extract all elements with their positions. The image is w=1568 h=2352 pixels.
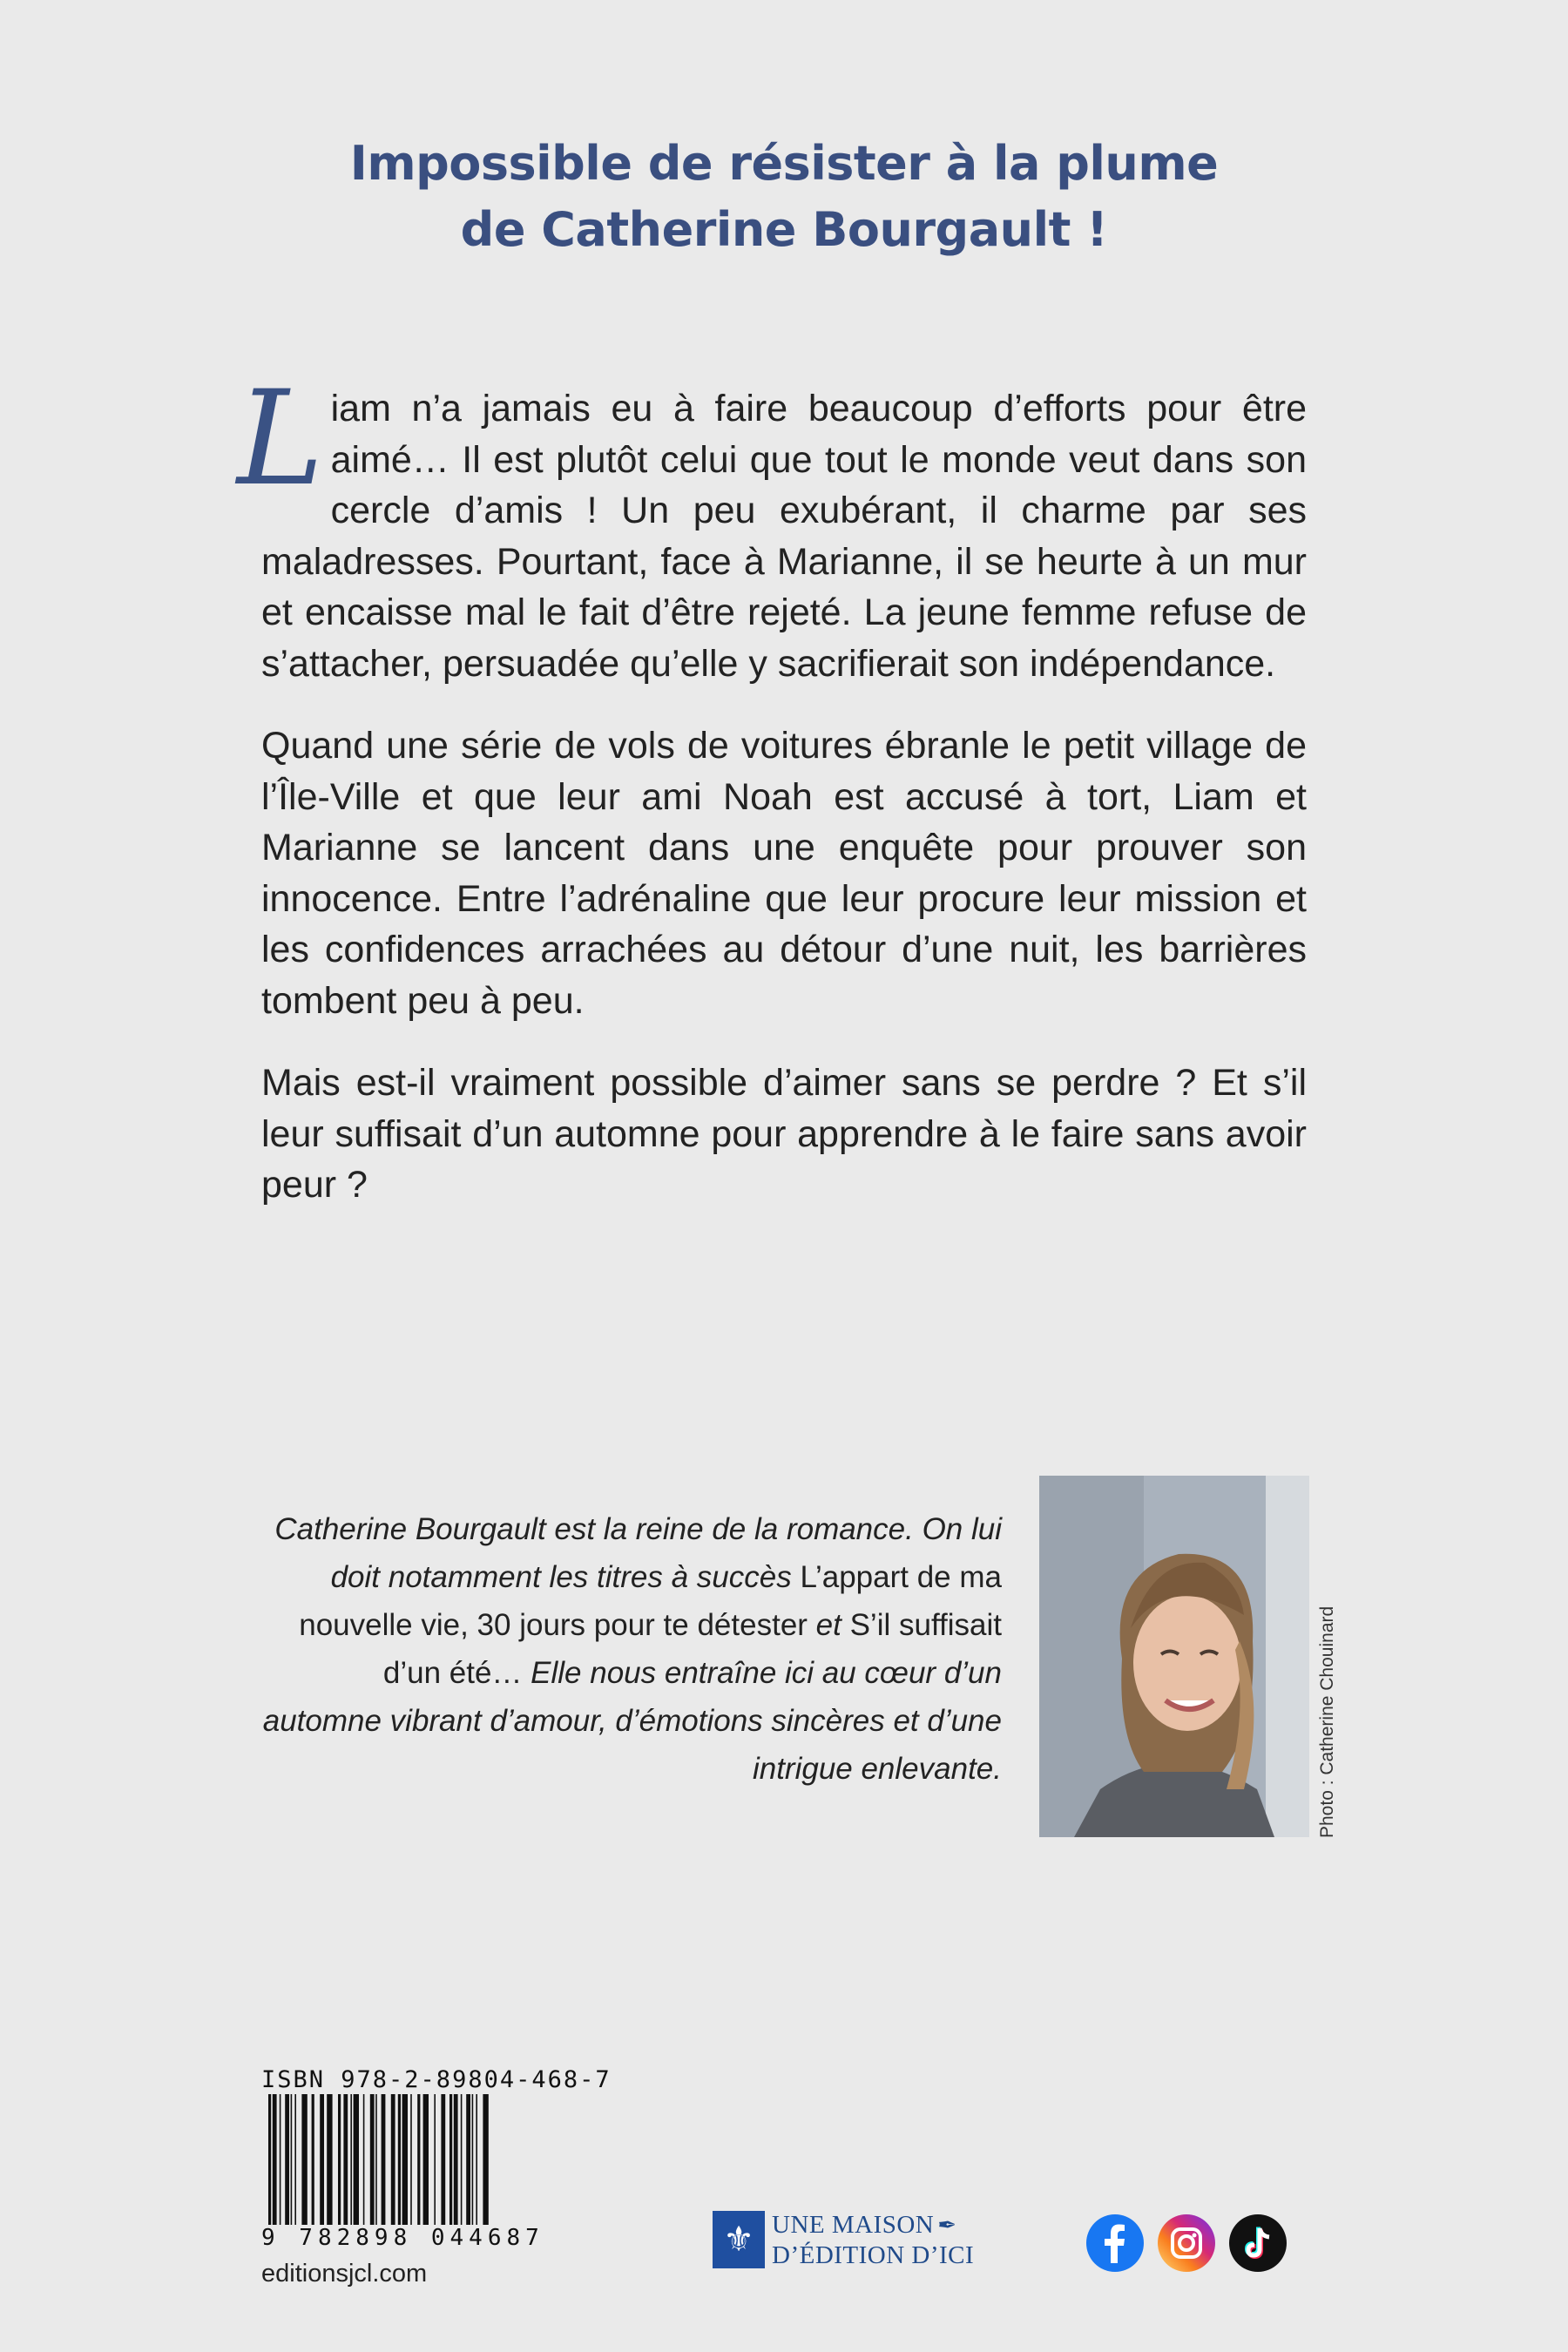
pen-nib-icon: ✒ xyxy=(937,2212,957,2238)
barcode-digits: 9 782898 044687 xyxy=(261,2225,544,2251)
barcode-bar xyxy=(466,2094,470,2234)
barcode-bar xyxy=(350,2094,352,2234)
barcode-bar xyxy=(461,2094,463,2234)
book-blurb xyxy=(237,363,1307,1242)
blurb-paragraph-3: Mais est-il vraiment possible d’aimer sans se perdre ? Et s’il leur suffisait d’un automne pour apprendre à le faire sans avoir peur ? xyxy=(261,1062,1307,1206)
barcode-bar xyxy=(285,2094,289,2234)
blurb-paragraph-1-text: iam n’a jamais eu à faire beaucoup d’efforts pour être aimé… Il est plutôt celui que tout le monde veut dans son cercle d’amis ! Un peu exubérant, il charme par ses maladresses. Pourtant, face à Marianne, il se heurte à un mur et encaisse mal le fait d’être rejeté. La jeune femme refuse de s’attacher, persuadée qu’elle y sacrifierait son indépendance. xyxy=(261,388,1307,685)
barcode-bar xyxy=(273,2094,277,2234)
barcode-bar xyxy=(268,2094,271,2234)
publisher-line-2: D’ÉDITION D’ICI xyxy=(772,2240,975,2269)
publisher-text xyxy=(772,2210,974,2270)
author-bio xyxy=(261,1505,1002,1793)
author-portrait-icon xyxy=(1039,1476,1309,1837)
fleur-de-lis-icon: ⚜ xyxy=(713,2211,765,2268)
barcode-bar xyxy=(454,2094,458,2234)
barcode-bar xyxy=(327,2094,332,2234)
publisher-logo xyxy=(713,2210,974,2269)
photo-credit: Photo : Catherine Chouinard xyxy=(1317,1605,1337,1838)
barcode-bar xyxy=(391,2094,395,2234)
barcode-bar xyxy=(354,2094,359,2234)
bio-text-3: Elle nous entraîne ici au cœur d’un automne vibrant d’amour, d’émotions sincères et d’une intrigue enlevante. xyxy=(262,1656,1002,1786)
cover-headline xyxy=(174,131,1394,263)
blurb-paragraph-1 xyxy=(237,363,1307,689)
barcode-bar xyxy=(417,2094,420,2234)
barcode-bar xyxy=(441,2094,445,2234)
tiktok-icon[interactable] xyxy=(1229,2214,1287,2272)
isbn-label: ISBN 978-2-89804-468-7 xyxy=(261,2066,612,2093)
barcode-bar xyxy=(476,2094,477,2234)
barcode-bar xyxy=(382,2094,386,2234)
barcode-bar xyxy=(449,2094,452,2234)
headline-line-1: Impossible de résister à la plume xyxy=(349,136,1219,191)
barcode-bar xyxy=(402,2094,408,2234)
bio-text-1: Catherine Bourgault est la reine de la romance. On lui doit notamment les titres à succès xyxy=(274,1512,1002,1594)
barcode-bar xyxy=(280,2094,281,2234)
barcode-bar xyxy=(398,2094,401,2234)
publisher-website[interactable]: editionsjcl.com xyxy=(261,2260,428,2288)
bio-book-title-2: S’il suffisait d’un été… xyxy=(382,1608,1002,1690)
barcode-bar xyxy=(343,2094,348,2234)
barcode-bar xyxy=(410,2094,412,2234)
barcode-bar xyxy=(483,2094,488,2234)
barcode-bar xyxy=(338,2094,341,2234)
facebook-icon[interactable] xyxy=(1086,2214,1144,2272)
barcode-bar xyxy=(375,2094,377,2234)
barcode-bar xyxy=(312,2094,314,2234)
isbn-barcode xyxy=(261,2094,610,2234)
barcode-bar xyxy=(434,2094,436,2234)
barcode-bar xyxy=(291,2094,293,2234)
instagram-icon[interactable] xyxy=(1158,2214,1215,2272)
barcode-bar xyxy=(472,2094,474,2234)
bio-book-title-1: L’appart de ma nouvelle vie, 30 jours pour te détester xyxy=(299,1560,1002,1642)
blurb-paragraph-2: Quand une série de vols de voitures ébranle le petit village de l’Île-Ville et que leur ami Noah est accusé à tort, Liam et Marianne se lancent dans une enquête pour prouver son innocence. Entre l’adrénaline que leur procure leur mission et les confidences arrachées au détour d’une nuit, les barrières tombent peu à peu. xyxy=(261,725,1307,1022)
author-photo xyxy=(1039,1476,1309,1837)
barcode-bar xyxy=(423,2094,429,2234)
headline-line-2: de Catherine Bourgault ! xyxy=(460,202,1108,257)
bio-text-2: et xyxy=(807,1608,850,1642)
barcode-bar xyxy=(294,2094,296,2234)
barcode-bar xyxy=(301,2094,307,2234)
barcode-bar xyxy=(320,2094,324,2234)
barcode-bar xyxy=(363,2094,365,2234)
barcode-bar xyxy=(370,2094,375,2234)
drop-cap: L xyxy=(237,363,324,515)
publisher-line-1: UNE MAISON xyxy=(772,2210,935,2239)
